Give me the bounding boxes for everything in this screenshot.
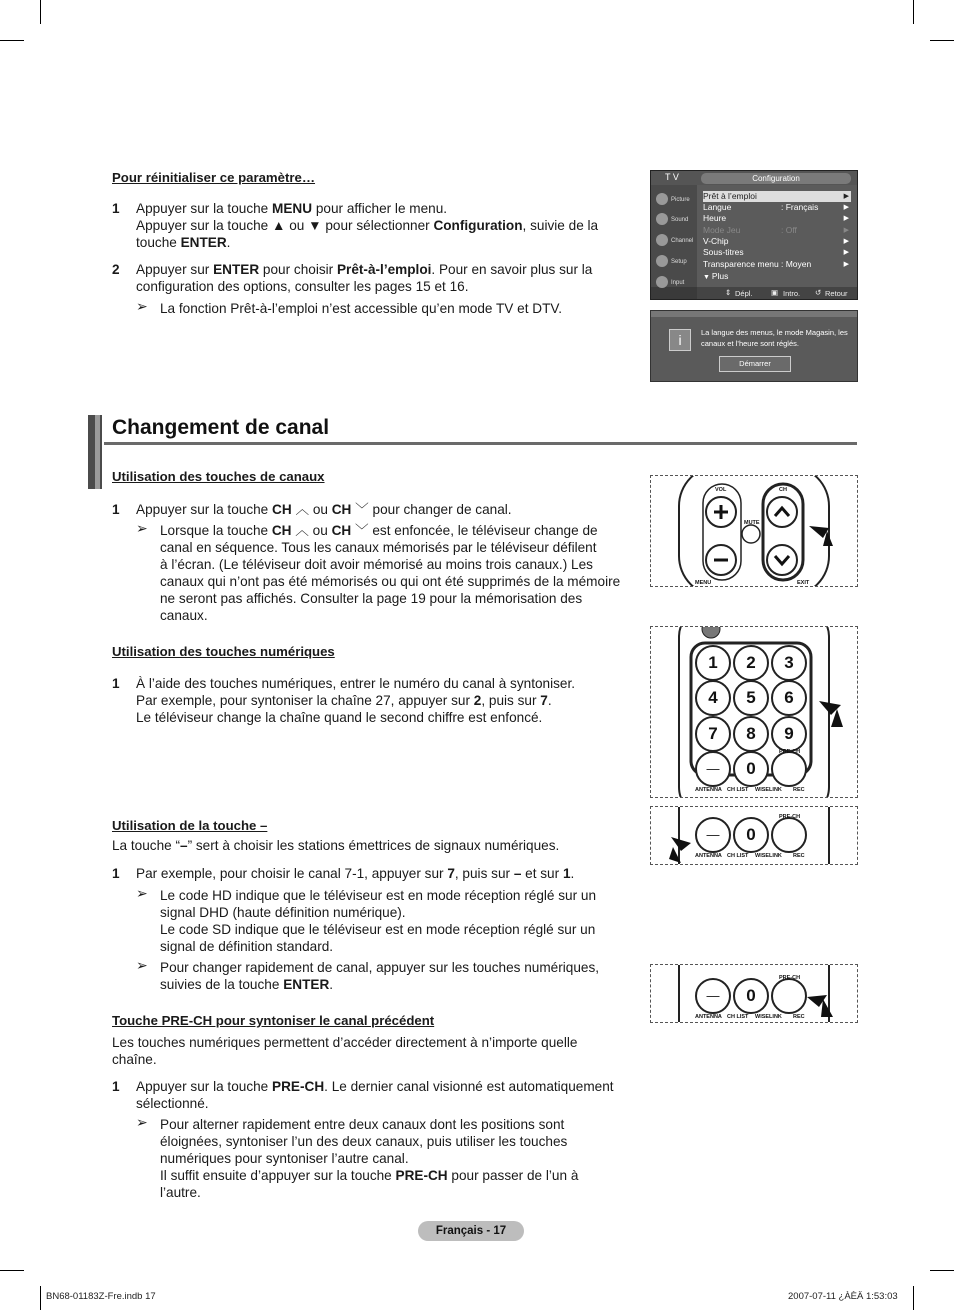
chevron-down-icon: ﹀	[354, 523, 369, 538]
number-step1	[136, 675, 575, 726]
text: Intro.	[783, 289, 801, 298]
key-prech	[771, 751, 807, 787]
prech-label: PRE-CH	[779, 814, 801, 820]
text: .	[329, 977, 334, 992]
chevron-right-icon: ▶	[843, 227, 849, 234]
enter-icon: ▣	[771, 288, 779, 297]
section-bar	[95, 415, 100, 489]
remote-ch-illustration	[651, 476, 857, 586]
crop-mark	[40, 1286, 41, 1310]
note-arrow: ➢	[136, 520, 148, 536]
text: Pour changer rapidement de canal, appuyer sur les touches numériques,	[160, 960, 600, 975]
menu-row	[703, 236, 851, 247]
chevron-up-icon: ︿	[295, 523, 309, 538]
antenna-label: ANTENNA	[695, 1014, 722, 1020]
text: ou	[308, 523, 332, 538]
menu-row	[703, 202, 851, 213]
text: Dépl.	[735, 289, 753, 298]
text: Channel	[671, 238, 694, 244]
reset-heading: Pour réinitialiser ce paramètre…	[112, 170, 316, 185]
text: .	[226, 235, 231, 250]
crop-mark	[0, 1270, 24, 1271]
text: l’autre.	[160, 1185, 201, 1200]
page-number-badge: Français - 17	[418, 1221, 524, 1241]
chlist-label: CH LIST	[727, 787, 749, 793]
exit-label: EXIT	[797, 580, 810, 586]
chevron-right-icon: ▶	[843, 261, 849, 268]
text: pour passer de l’un à	[447, 1168, 579, 1183]
text: PRE-CH	[395, 1168, 448, 1183]
chlist-label: CH LIST	[727, 853, 749, 859]
text: Sound	[671, 217, 689, 223]
text: chaîne.	[112, 1052, 157, 1067]
rec-label: REC	[793, 787, 805, 793]
sidebar-item-input	[653, 274, 695, 292]
prech-heading: Touche PRE-CH pour syntoniser le canal précédent	[112, 1013, 435, 1028]
menu-sidebar	[651, 185, 697, 287]
text: V-Chip	[703, 236, 729, 246]
text: éloignées, syntoniser l’un des deux canaux, puis utiliser les touches	[160, 1134, 568, 1149]
menu-row	[703, 213, 851, 224]
print-file-info: BN68-01183Z-Fre.indb 17	[46, 1291, 156, 1302]
move-icon: ⇕	[725, 288, 732, 297]
crop-mark	[913, 1286, 914, 1310]
text: : Moyen	[781, 259, 812, 269]
note-arrow: ➢	[136, 885, 148, 901]
step-number: 2	[112, 262, 120, 277]
text: Les touches numériques permettent d’accéder directement à n’importe quelle	[112, 1035, 578, 1050]
text: Prêt-à-l’emploi	[336, 262, 432, 277]
prech-note	[160, 1116, 578, 1201]
text: Setup	[671, 259, 687, 265]
text: configuration des options, consulter les pages 15 et 16.	[136, 279, 469, 294]
text: Le code HD indique que le téléviseur est en mode réception réglé sur un	[160, 888, 597, 903]
vol-label: VOL	[715, 487, 727, 493]
dialog-band	[651, 311, 857, 317]
key-7: 7	[695, 716, 731, 752]
crop-mark	[913, 0, 914, 24]
dash-note2	[160, 959, 599, 993]
text: et sur	[521, 866, 563, 881]
chevron-right-icon: ▶	[843, 204, 849, 211]
step-number: 1	[112, 1079, 120, 1094]
tv-label: T V	[665, 172, 679, 182]
dash-note1	[160, 887, 596, 955]
print-date-info: 2007-07-11 ¿ÀÈÄ 1:53:03	[788, 1291, 898, 1302]
text: Il suffit ensuite d’appuyer sur la touche	[160, 1168, 396, 1183]
text: Configuration	[433, 218, 523, 233]
text: Appuyer sur	[136, 262, 214, 277]
text: ou	[309, 502, 332, 517]
text: , puis sur	[481, 693, 541, 708]
text: –	[180, 838, 188, 853]
key-prech	[771, 978, 807, 1014]
text: CH	[272, 502, 292, 517]
remote-ch-buttons-image	[650, 475, 858, 587]
text: PRE-CH	[272, 1079, 325, 1094]
chevron-right-icon: ▶	[843, 238, 849, 245]
menu-footer	[697, 287, 857, 299]
text: Transparence menu	[703, 259, 779, 269]
step-number: 1	[112, 502, 120, 517]
key-1: 1	[695, 645, 731, 681]
number-keys-heading: Utilisation des touches numériques	[112, 644, 335, 659]
text: ENTER	[283, 977, 330, 992]
text: canaux.	[160, 608, 208, 623]
text: , suivie de la	[522, 218, 599, 233]
sidebar-item-picture	[653, 191, 695, 209]
text: touche	[136, 235, 181, 250]
chevron-down-icon: ﹀	[355, 502, 369, 517]
text: La touche “	[112, 838, 181, 853]
reset-step2	[136, 261, 592, 295]
picture-icon	[656, 193, 668, 205]
menu-row	[703, 259, 851, 270]
text: : Français	[781, 202, 819, 212]
remote-prech-image	[650, 964, 858, 1023]
menu-row	[703, 191, 851, 202]
info-dialog-screenshot	[650, 310, 858, 382]
channel-icon	[656, 234, 668, 246]
key-0: 0	[733, 751, 769, 787]
text: Par exemple, pour syntoniser la chaîne 27, appuyer sur	[136, 693, 474, 708]
sidebar-item-setup	[653, 253, 695, 271]
text: CH	[331, 523, 352, 538]
channel-step1	[136, 501, 512, 518]
crop-mark	[0, 40, 24, 41]
text: signal de définition standard.	[160, 939, 334, 954]
sound-icon	[656, 213, 668, 225]
menu-row	[703, 271, 851, 282]
prech-label: PRE-CH	[779, 975, 801, 981]
text: signal DHD (haute définition numérique).	[160, 905, 406, 920]
text: Heure	[703, 213, 727, 223]
text: Par exemple, pour choisir le canal 7-1, appuyer sur	[136, 866, 448, 881]
crop-mark	[930, 1270, 954, 1271]
text: Langue	[703, 202, 732, 212]
key-6: 6	[771, 680, 807, 716]
chevron-right-icon: ▶	[843, 249, 849, 256]
text: Picture	[671, 197, 690, 203]
chlist-label: CH LIST	[727, 1014, 749, 1020]
menu-title: Configuration	[701, 173, 851, 184]
text: canaux qui n’ont pas été mémorisés ou qui ont été supprimés de la mémoire	[160, 574, 621, 589]
crop-mark	[40, 0, 41, 24]
text: Mode Jeu	[703, 225, 741, 235]
text: Sous-titres	[703, 247, 744, 257]
rec-label: REC	[793, 853, 805, 859]
text: ENTER	[213, 262, 260, 277]
text: 2	[473, 693, 482, 708]
key-3: 3	[771, 645, 807, 681]
key-4: 4	[695, 680, 731, 716]
text: Input	[671, 280, 685, 286]
text: À l’aide des touches numériques, entrer le numéro du canal à syntoniser.	[136, 676, 576, 691]
menu-body	[697, 185, 857, 287]
tv-menu-screenshot	[650, 170, 858, 300]
text: CH	[331, 502, 352, 517]
wiselink-label: WISELINK	[755, 1014, 782, 1020]
mute-label: MUTE	[744, 520, 760, 526]
key-dash: —	[695, 817, 731, 853]
key-dash: —	[695, 751, 731, 787]
text: pour choisir	[259, 262, 337, 277]
text: pour changer de canal.	[368, 502, 512, 517]
text: 7	[540, 693, 548, 708]
text: Appuyer sur la touche	[136, 201, 273, 216]
crop-mark	[930, 40, 954, 41]
key-8: 8	[733, 716, 769, 752]
text: Appuyer sur la touche ▲ ou ▼ pour sélectionner	[136, 218, 434, 233]
key-5: 5	[733, 680, 769, 716]
text: est enfoncée, le téléviseur change de	[368, 523, 598, 538]
text: Le téléviseur change la chaîne quand le second chiffre est enfoncé.	[136, 710, 543, 725]
dash-key-heading: Utilisation de la touche –	[112, 818, 268, 833]
antenna-label: ANTENNA	[695, 787, 722, 793]
chevron-up-icon: ︿	[295, 502, 310, 517]
remote-dash-key-image	[650, 806, 858, 865]
step-number: 1	[112, 866, 120, 881]
text: sélectionné.	[136, 1096, 209, 1111]
dash-intro	[112, 837, 559, 854]
text: Pour alterner rapidement entre deux canaux dont les positions sont	[160, 1117, 565, 1132]
text: Lorsque la touche	[160, 523, 272, 538]
text: 7	[447, 866, 455, 881]
step-number: 1	[112, 676, 120, 691]
note-arrow: ➢	[136, 298, 148, 314]
text: .	[547, 693, 552, 708]
text: . Le dernier canal visionné est automatiquement	[324, 1079, 614, 1094]
text: Prêt à l’emploi	[703, 191, 757, 201]
text: –	[513, 866, 522, 881]
chevron-down-icon: ▼	[703, 274, 712, 281]
key-9: 9	[771, 716, 807, 752]
prech-step1	[136, 1078, 614, 1112]
section-rule	[104, 442, 857, 445]
text: Plus	[711, 271, 729, 281]
dash-step1	[136, 865, 574, 882]
text: ne seront pas affichés. Consulter la page 19 pour la mémorisation des	[160, 591, 583, 606]
dialog-text: La langue des menus, le mode Magasin, les canaux et l’heure sont réglés.	[701, 328, 848, 348]
section-title: Changement de canal	[112, 416, 330, 439]
input-icon	[656, 276, 668, 288]
remote-number-keys-image	[650, 626, 858, 798]
text: Appuyer sur la touche	[136, 1079, 273, 1094]
reset-note: La fonction Prêt-à-l’emploi n’est accessible qu’en mode TV et DTV.	[160, 301, 562, 316]
rec-label: REC	[793, 1014, 805, 1020]
channel-note	[160, 522, 620, 624]
antenna-label: ANTENNA	[695, 853, 722, 859]
text: : Off	[781, 225, 797, 235]
text: MENU	[272, 201, 313, 216]
key-prech	[771, 817, 807, 853]
ch-label: CH	[779, 487, 787, 493]
text: numériques pour syntoniser l’autre canal.	[160, 1151, 409, 1166]
sidebar-item-channel	[653, 232, 695, 250]
reset-step1	[136, 200, 598, 251]
text: ENTER	[180, 235, 227, 250]
text: Appuyer sur la touche	[136, 502, 273, 517]
menu-row	[703, 247, 851, 258]
key-dash: —	[695, 978, 731, 1014]
step-number: 1	[112, 201, 120, 216]
key-2: 2	[733, 645, 769, 681]
info-icon: i	[669, 329, 691, 351]
text: Le code SD indique que le téléviseur est en mode réception réglé sur un	[160, 922, 596, 937]
chevron-right-icon: ▶	[843, 193, 849, 200]
text: , puis sur	[454, 866, 514, 881]
note-arrow: ➢	[136, 957, 148, 973]
wiselink-label: WISELINK	[755, 787, 782, 793]
return-icon: ↺	[815, 288, 822, 297]
menu-label: MENU	[695, 580, 712, 586]
chevron-right-icon: ▶	[843, 215, 849, 222]
text: 1	[562, 866, 571, 881]
text: .	[570, 866, 575, 881]
wiselink-label: WISELINK	[755, 853, 782, 859]
text: pour afficher le menu.	[312, 201, 448, 216]
key-0: 0	[733, 978, 769, 1014]
sidebar-item-sound	[653, 211, 695, 229]
text: CH	[271, 523, 292, 538]
start-button: Démarrer	[719, 356, 791, 372]
text: ” sert à choisir les stations émettrices de signaux numériques.	[187, 838, 560, 853]
text: Retour	[825, 289, 848, 298]
key-0: 0	[733, 817, 769, 853]
text: suivies de la touche	[160, 977, 284, 992]
menu-row	[703, 225, 851, 236]
text: . Pour en savoir plus sur la	[431, 262, 593, 277]
text: canal en séquence. Tous les canaux mémorisés par le téléviseur défilent	[160, 540, 597, 555]
note-arrow: ➢	[136, 1114, 148, 1130]
text: à l’écran. (Le téléviseur doit avoir mémorisé au moins trois canaux.) Les	[160, 557, 593, 572]
setup-icon	[656, 255, 668, 267]
prech-label: PRE-CH	[779, 749, 801, 755]
channel-keys-heading: Utilisation des touches de canaux	[112, 469, 325, 484]
prech-intro	[112, 1034, 577, 1068]
